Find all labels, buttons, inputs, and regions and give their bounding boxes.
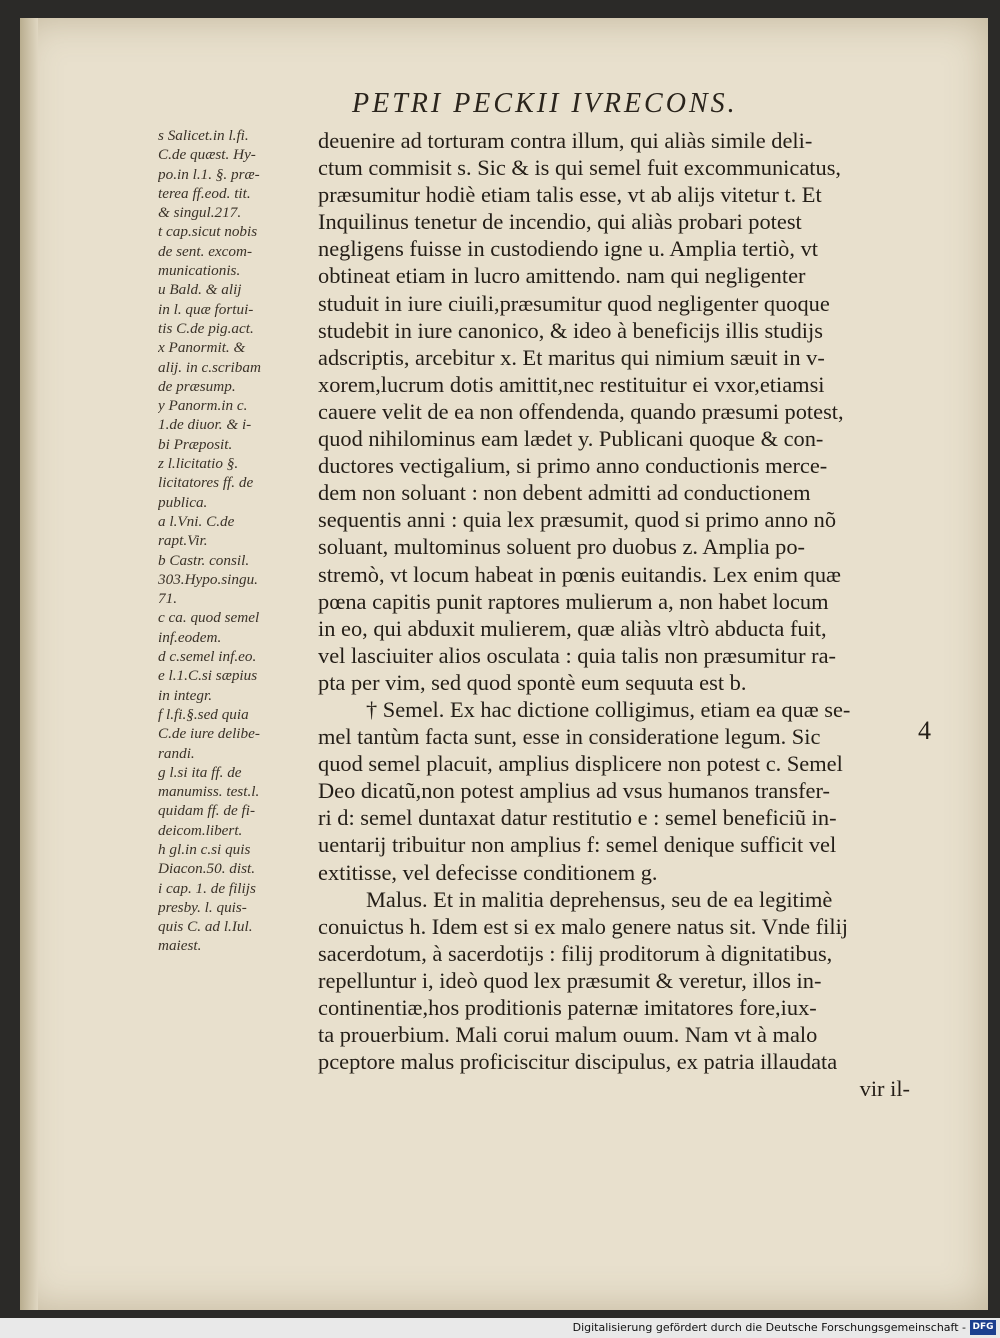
body-text (318, 127, 918, 1102)
body-line: adscriptis, arcebitur x. Et maritus qui nimium sæuit in v- (318, 344, 825, 370)
body-line: studebit in iure canonico, & ideo à beneficijs illis studijs (318, 317, 823, 343)
note-line: t cap.sicut nobis (158, 223, 258, 241)
note-line: po.in l.1. §. præ- (158, 165, 260, 183)
note-line: tis C.de pig.act. (158, 319, 254, 337)
body-line: Malus. Et in malitia deprehensus, seu de ea legitimè (366, 886, 833, 912)
note-line: rapt.Vir. (158, 532, 208, 550)
body-line: ctum commisit s. Sic & is qui semel fuit excommunicatus, (318, 155, 842, 181)
note-line: Diacon.50. dist. (158, 860, 256, 878)
body-line: sequentis anni : quia lex præsumit, quod si primo anno nõ (318, 507, 837, 533)
body-line: vel lasciuiter alios osculata : quia talis non præsumitur ra- (318, 642, 836, 668)
body-line: pœna capitis punit raptores mulierum a, non habet locum (318, 588, 829, 614)
note-line: deicom.libert. (158, 821, 243, 839)
body-line: continentiæ,hos proditionis paternæ imitatores fore,iux- (318, 995, 817, 1020)
body-line: soluant, multominus soluent pro duobus z. Amplia po- (318, 534, 805, 560)
note-line: de sent. excom- (158, 242, 253, 260)
note-line: presby. l. quis- (158, 898, 247, 916)
note-line: d c.semel inf.eo. (158, 648, 257, 666)
note-line: terea ff.eod. tit. (158, 184, 251, 202)
body-line: ductores vectigalium, si primo anno conductionis merce- (318, 453, 828, 479)
note-line: alij. in c.scribam (158, 358, 261, 376)
body-line: ta prouerbium. Mali corui malum ouum. Nam vt à malo (318, 1022, 818, 1048)
body-line: mel tantùm facta sunt, esse in consideratione legum. Sic (318, 724, 821, 750)
note-line: municationis. (158, 262, 241, 280)
note-line: x Panormit. & (158, 339, 246, 357)
body-line: dem non soluant : non debent admitti ad conductionem (318, 480, 811, 506)
note-line: licitatores ff. de (158, 474, 254, 492)
note-line: b Castr. consil. (158, 551, 250, 569)
body-line: stremò, vt locum habeat in pœnis euitandis. Lex enim quæ (318, 561, 841, 587)
note-line: & singul.217. (158, 204, 242, 222)
note-line: e l.1.C.si sæpius (158, 667, 258, 685)
note-line: z l.licitatio §. (158, 455, 239, 473)
note-line: y Panorm.in c. (158, 397, 248, 415)
body-line: præsumitur hodiè etiam talis esse, vt ab alijs vitetur t. Et (318, 182, 822, 208)
footer-credit: Digitalisierung gefördert durch die Deutsche Forschungsgemeinschaft - (572, 1321, 966, 1334)
body-line: repelluntur i, ideò quod lex præsumit & veretur, illos in- (318, 967, 822, 993)
note-line: quis C. ad l.Iul. (158, 918, 253, 936)
note-line: 303.Hypo.singu. (158, 570, 258, 588)
dfg-logo-icon: DFG (970, 1320, 996, 1335)
body-line: deuenire ad torturam contra illum, qui aliàs simile deli- (318, 128, 813, 153)
body-line: xorem,lucrum dotis amittit,nec restituitur ei vxor,etiamsi (318, 371, 825, 397)
catchword: vir il- (859, 1076, 910, 1102)
body-line: negligens fuisse in custodiendo igne u. Amplia tertiò, vt (318, 236, 818, 262)
note-line: a l.Vni. C.de (158, 512, 235, 530)
footer-bar (0, 1318, 1000, 1338)
body-line: Inquilinus tenetur de incendio, qui aliàs probari potest (318, 209, 802, 235)
note-line: f l.fi.§.sed quia (158, 705, 249, 723)
note-line: manumiss. test.l. (158, 783, 260, 801)
body-line: sacerdotum, à sacerdotijs : filij proditorum à dignitatibus, (318, 940, 833, 966)
body-line: pceptore malus proficiscitur discipulus, ex patria illaudata (318, 1049, 838, 1075)
note-line: randi. (158, 744, 195, 762)
note-line: u Bald. & alij (158, 281, 242, 299)
note-line: in integr. (158, 686, 213, 704)
marginal-notes (158, 126, 320, 956)
note-line: s Salicet.in l.fi. (158, 127, 249, 144)
body-line: conuictus h. Idem est si ex malo genere natus sit. Vnde filij (318, 913, 849, 939)
body-line: quod nihilominus eam lædet y. Publicani quoque & con- (318, 426, 824, 452)
body-line: studuit in iure ciuili,præsumitur quod negligenter quoque (318, 290, 830, 316)
body-line: obtineat etiam in lucro amittendo. nam qui negligenter (318, 263, 806, 289)
note-line: bi Præposit. (158, 435, 233, 453)
note-line: i cap. 1. de filijs (158, 879, 256, 897)
marginal-number: 4 (918, 716, 931, 745)
note-line: publica. (158, 493, 208, 511)
body-line: cauere velit de ea non offendenda, quando præsumi potest, (318, 398, 844, 424)
body-line: ri d: semel duntaxat datur restitutio e : semel beneficiũ in- (318, 805, 837, 831)
note-line: inf.eodem. (158, 628, 222, 646)
note-line: C.de iure delibe- (158, 725, 260, 743)
body-line: in eo, qui abduxit mulierem, quæ aliàs vltrò abducta fuit, (318, 615, 827, 641)
note-line: in l. quæ fortui- (158, 300, 254, 318)
body-line: Deo dicatũ,non potest amplius ad vsus humanos transfer- (318, 778, 830, 804)
note-line: quidam ff. de fi- (158, 802, 256, 820)
body-line: uentarij tribuitur non amplius f: semel denique sufficit vel (318, 832, 837, 858)
note-line: 1.de diuor. & i- (158, 416, 252, 434)
note-line: C.de quæst. Hy- (158, 146, 256, 164)
body-line: quod semel placuit, amplius displicere non potest c. Semel (318, 751, 843, 777)
body-line: † Semel. Ex hac dictione colligimus, etiam ea quæ se- (366, 696, 851, 722)
page-gutter (20, 18, 38, 1310)
note-line: maiest. (158, 937, 202, 955)
note-line: 71. (158, 590, 177, 608)
note-line: c ca. quod semel (158, 609, 260, 627)
running-header: PETRI PECKII IVRECONS. (352, 88, 738, 119)
note-line: g l.si ita ff. de (158, 763, 242, 781)
body-line: pta per vim, sed quod spontè eum sequuta est b. (318, 669, 747, 695)
note-line: h gl.in c.si quis (158, 840, 251, 858)
note-line: de præsump. (158, 377, 236, 395)
body-line: extitisse, vel defecisse conditionem g. (318, 859, 658, 885)
